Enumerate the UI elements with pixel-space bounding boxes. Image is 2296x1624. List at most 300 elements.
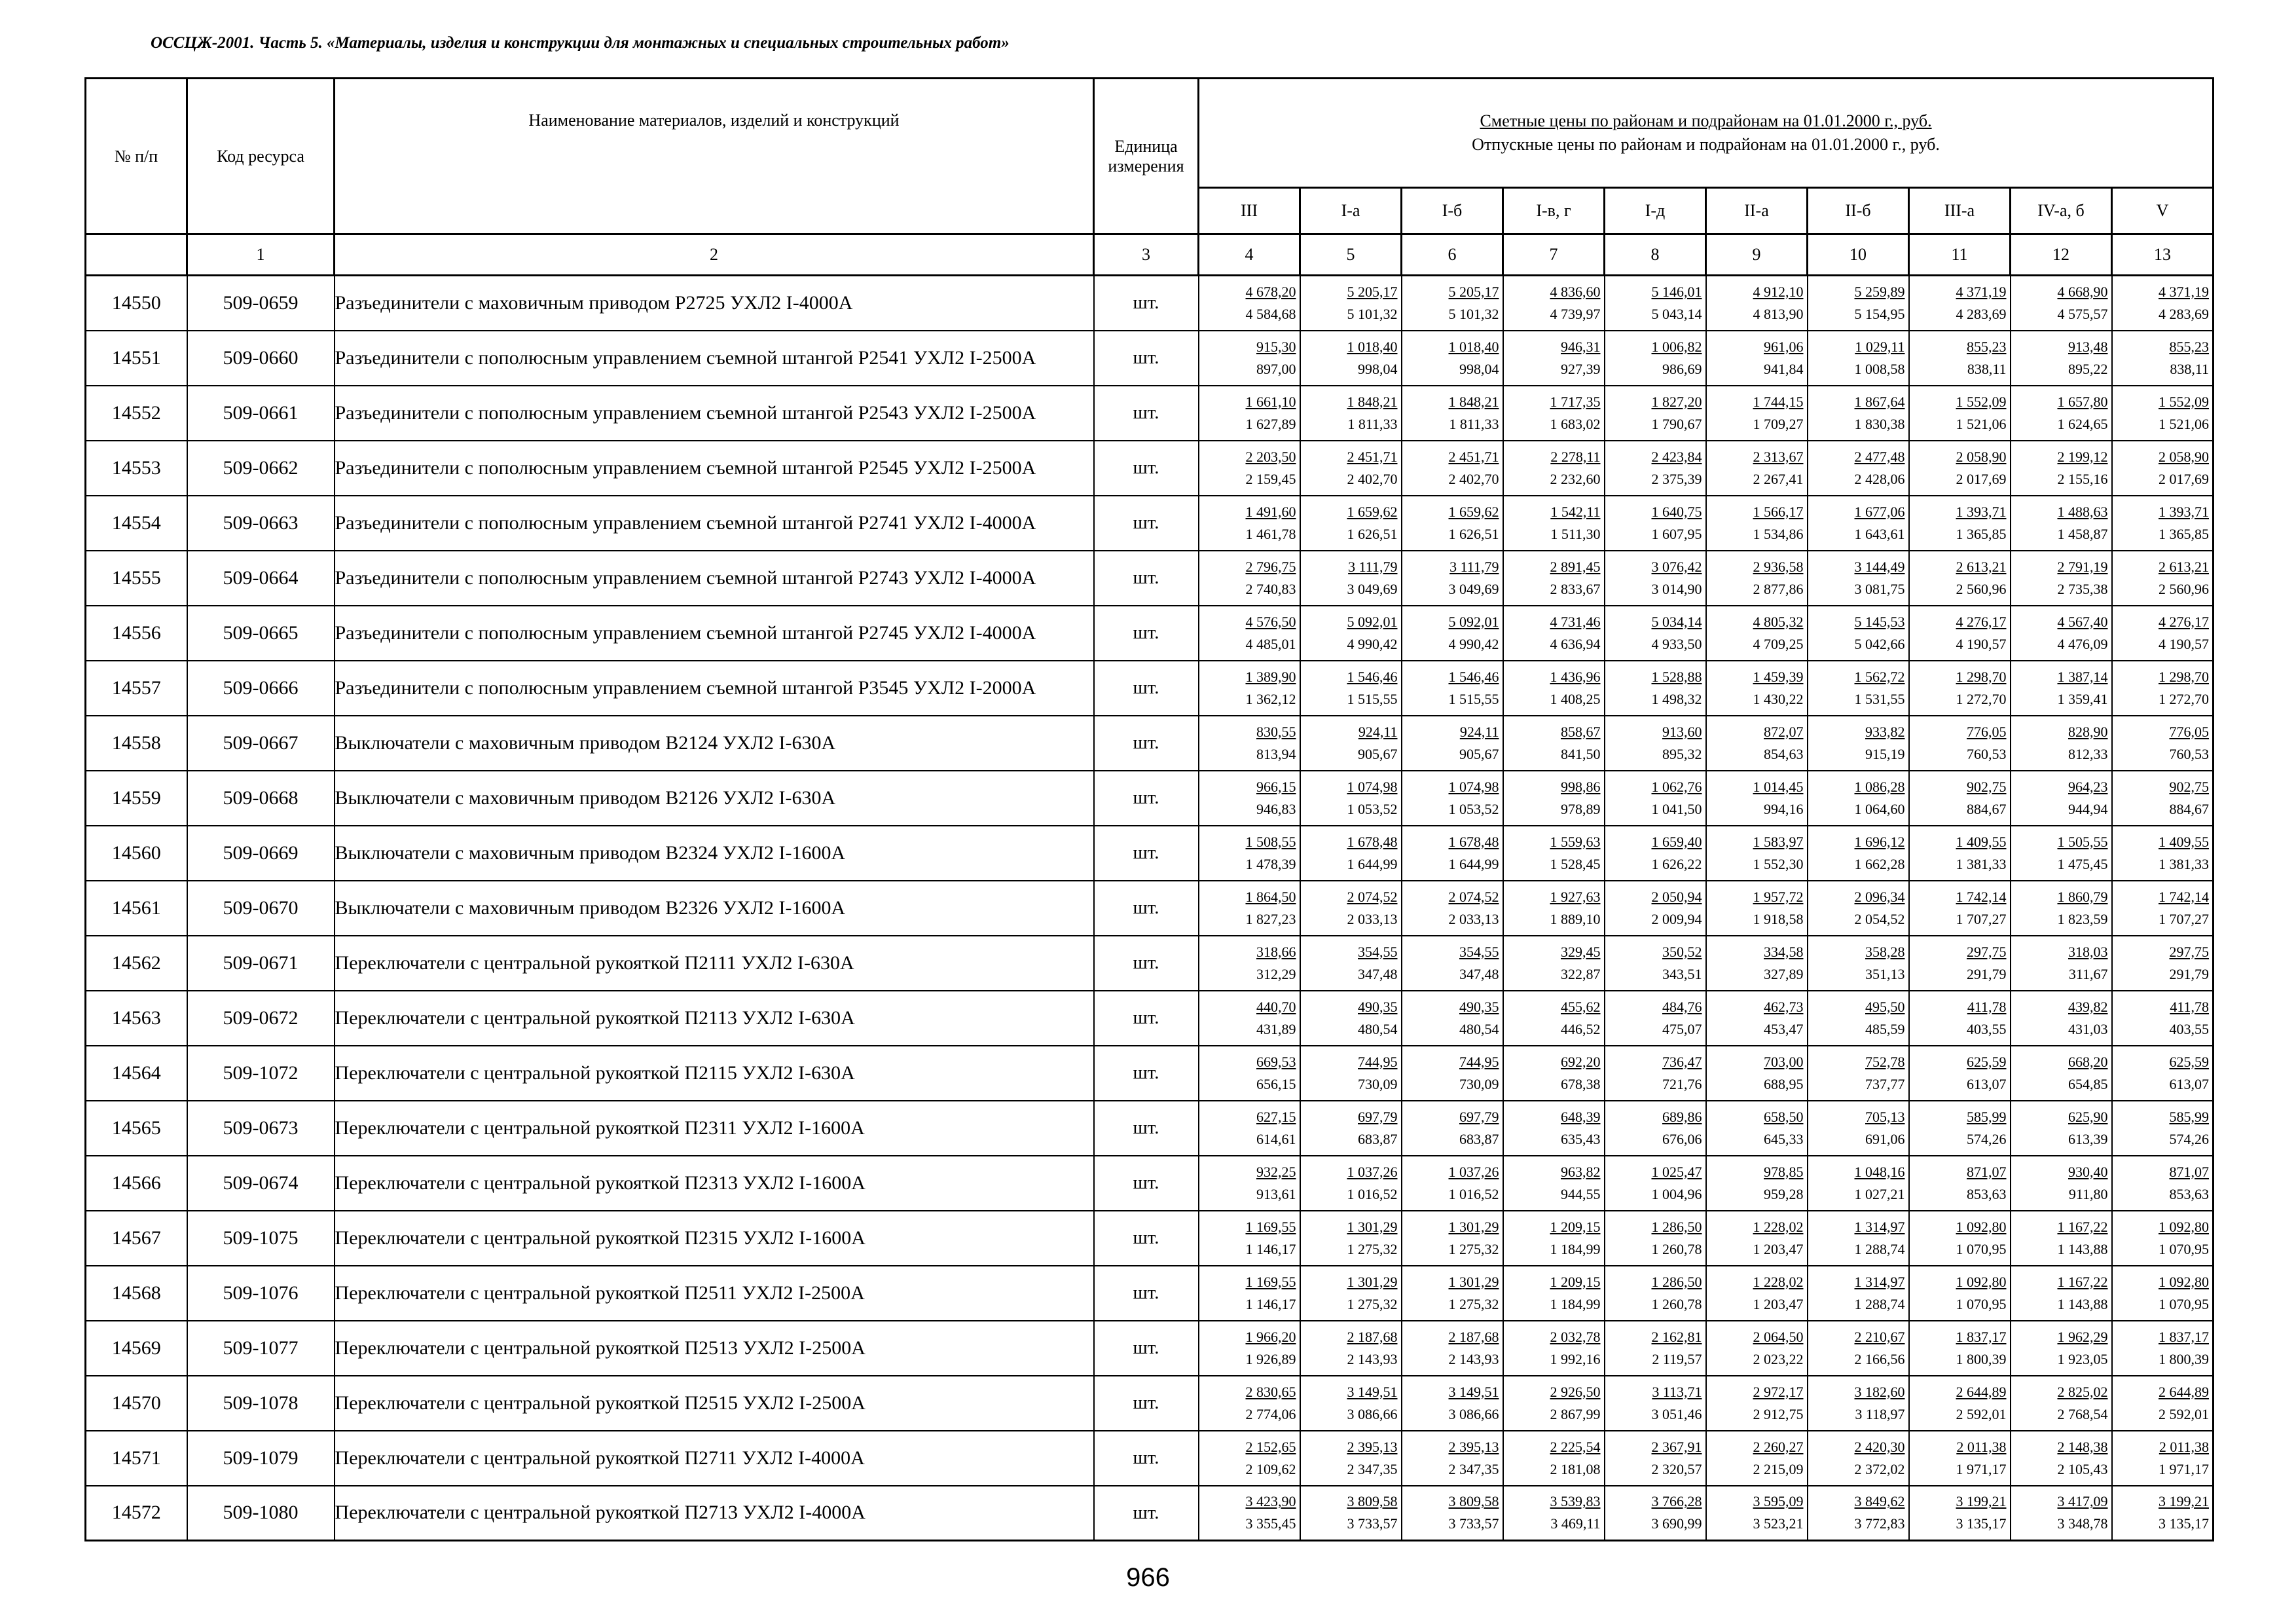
estimate-price: 1 867,64	[1854, 393, 1905, 410]
release-price: 1 184,99	[1550, 1240, 1601, 1257]
release-price: 3 733,57	[1347, 1515, 1398, 1532]
price-cell	[2011, 496, 2112, 551]
price-cell	[1808, 606, 1909, 661]
estimate-price: 350,52	[1662, 943, 1702, 960]
release-price: 1 016,52	[1347, 1185, 1398, 1202]
release-price: 946,83	[1256, 800, 1296, 817]
estimate-price: 963,82	[1561, 1163, 1601, 1180]
price-cell	[1300, 1321, 1402, 1376]
price-cell	[1909, 1211, 2011, 1266]
price-cell	[1503, 606, 1605, 661]
table-row	[86, 331, 2214, 386]
release-price: 2 143,93	[1448, 1350, 1499, 1367]
release-price: 5 042,66	[1854, 635, 1905, 652]
material-name: Переключатели с центральной рукояткой П2115 УХЛ2 I-630А	[335, 1046, 1094, 1101]
release-price: 635,43	[1561, 1130, 1601, 1147]
estimate-price: 1 074,98	[1347, 778, 1398, 795]
row-number: 14569	[86, 1321, 187, 1376]
row-number: 14551	[86, 331, 187, 386]
estimate-price: 318,66	[1256, 943, 1296, 960]
price-cell	[1909, 1046, 2011, 1101]
estimate-price: 1 436,96	[1550, 668, 1601, 685]
row-number: 14554	[86, 496, 187, 551]
estimate-price: 966,15	[1256, 778, 1296, 795]
price-cell	[2112, 276, 2214, 331]
price-cell	[1706, 1266, 1808, 1321]
release-price: 944,55	[1561, 1185, 1601, 1202]
price-cell	[1199, 936, 1300, 991]
material-name: Выключатели с маховичным приводом В2324 УХЛ2 I-1600А	[335, 826, 1094, 881]
estimate-price: 1 848,21	[1347, 393, 1398, 410]
unit-of-measure: шт.	[1094, 386, 1199, 441]
estimate-price: 689,86	[1662, 1108, 1702, 1125]
price-cell	[1199, 331, 1300, 386]
release-price: 813,94	[1256, 745, 1296, 762]
material-name: Разъединители с пополюсным управлением съемной штангой Р2541 УХЛ2 I-2500А	[335, 331, 1094, 386]
material-name: Разъединители с пополюсным управлением съемной штангой Р2545 УХЛ2 I-2500А	[335, 441, 1094, 496]
estimate-price: 872,07	[1764, 723, 1804, 740]
price-cell	[1503, 716, 1605, 771]
release-price: 2 877,86	[1753, 580, 1804, 597]
price-cell	[1808, 881, 1909, 936]
price-cell	[1909, 441, 2011, 496]
estimate-price: 625,59	[2169, 1053, 2210, 1070]
release-price: 1 644,99	[1347, 855, 1398, 872]
estimate-price: 4 668,90	[2057, 283, 2108, 300]
price-cell	[1706, 1321, 1808, 1376]
estimate-price: 2 187,68	[1448, 1328, 1499, 1345]
release-price: 1 515,55	[1448, 690, 1499, 707]
release-price: 1 707,27	[1956, 910, 2007, 927]
release-price: 480,54	[1358, 1020, 1398, 1037]
price-cell	[1706, 936, 1808, 991]
estimate-price: 4 836,60	[1550, 283, 1601, 300]
price-cell	[1808, 276, 1909, 331]
price-cell	[2011, 991, 2112, 1046]
estimate-price: 1 583,97	[1753, 833, 1804, 850]
release-price: 1 365,85	[2159, 525, 2210, 542]
release-price: 1 475,45	[2057, 855, 2108, 872]
release-price: 1 146,17	[1245, 1295, 1296, 1312]
estimate-price: 1 018,40	[1347, 338, 1398, 355]
estimate-price: 1 025,47	[1651, 1163, 1702, 1180]
price-cell	[2011, 1211, 2112, 1266]
resource-code: 509-1079	[187, 1431, 335, 1486]
estimate-price: 858,67	[1561, 723, 1601, 740]
estimate-price: 913,60	[1662, 723, 1702, 740]
price-cell	[1503, 1266, 1605, 1321]
estimate-price: 669,53	[1256, 1053, 1296, 1070]
release-price: 3 348,78	[2057, 1515, 2108, 1532]
price-cell	[1503, 496, 1605, 551]
price-cell	[1503, 771, 1605, 826]
table-row	[86, 936, 2214, 991]
estimate-price: 4 731,46	[1550, 613, 1601, 630]
price-cell	[1503, 1376, 1605, 1431]
price-cell	[1503, 1156, 1605, 1211]
price-cell	[1605, 496, 1706, 551]
release-price: 854,63	[1764, 745, 1804, 762]
price-cell	[1706, 276, 1808, 331]
release-price: 1 027,21	[1854, 1185, 1905, 1202]
release-price: 4 485,01	[1245, 635, 1296, 652]
price-cell	[1503, 1431, 1605, 1486]
estimate-price: 2 058,90	[2159, 448, 2210, 465]
estimate-price: 2 210,67	[1854, 1328, 1905, 1345]
estimate-price: 855,23	[2169, 338, 2210, 355]
release-price: 327,89	[1764, 965, 1804, 982]
price-cell	[1402, 606, 1503, 661]
estimate-price: 2 451,71	[1347, 448, 1398, 465]
estimate-price: 3 182,60	[1854, 1383, 1905, 1400]
estimate-price: 4 678,20	[1245, 283, 1296, 300]
release-price: 721,76	[1662, 1075, 1702, 1092]
release-price: 4 709,25	[1753, 635, 1804, 652]
material-name: Выключатели с маховичным приводом В2126 УХЛ2 I-630А	[335, 771, 1094, 826]
estimate-price: 1 301,29	[1448, 1218, 1499, 1235]
price-title-estimate: Сметные цены по районам и подрайонам на 01.01.2000 г., руб.	[1480, 111, 1932, 130]
estimate-price: 2 613,21	[2159, 558, 2210, 575]
release-price: 343,51	[1662, 965, 1702, 982]
release-price: 4 190,57	[1956, 635, 2007, 652]
estimate-price: 2 187,68	[1347, 1328, 1398, 1345]
price-cell	[2112, 881, 2214, 936]
release-price: 1 365,85	[1956, 525, 2007, 542]
price-cell	[1706, 661, 1808, 716]
price-cell	[1402, 1266, 1503, 1321]
table-row	[86, 1156, 2214, 1211]
estimate-price: 297,75	[1967, 943, 2007, 960]
estimate-price: 998,86	[1561, 778, 1601, 795]
estimate-price: 1 552,09	[1956, 393, 2007, 410]
unit-of-measure: шт.	[1094, 1211, 1199, 1266]
estimate-price: 1 677,06	[1854, 503, 1905, 520]
price-cell	[2011, 441, 2112, 496]
price-cell	[2112, 496, 2214, 551]
release-price: 2 009,94	[1651, 910, 1702, 927]
release-price: 1 070,95	[2159, 1295, 2210, 1312]
release-price: 838,11	[1967, 360, 2007, 377]
release-price: 2 833,67	[1550, 580, 1601, 597]
estimate-price: 490,35	[1459, 998, 1499, 1015]
table-row	[86, 606, 2214, 661]
estimate-price: 1 848,21	[1448, 393, 1499, 410]
release-price: 2 017,69	[2159, 470, 2210, 487]
release-price: 3 135,17	[2159, 1515, 2210, 1532]
estimate-price: 2 367,91	[1651, 1438, 1702, 1455]
price-cell	[1605, 1101, 1706, 1156]
release-price: 2 017,69	[1956, 470, 2007, 487]
release-price: 1 203,47	[1753, 1295, 1804, 1312]
release-price: 691,06	[1865, 1130, 1905, 1147]
price-cell	[2112, 716, 2214, 771]
row-number: 14552	[86, 386, 187, 441]
price-cell	[1909, 606, 2011, 661]
release-price: 1 644,99	[1448, 855, 1499, 872]
release-price: 2 166,56	[1854, 1350, 1905, 1367]
release-price: 2 592,01	[2159, 1405, 2210, 1422]
price-cell	[1909, 661, 2011, 716]
release-price: 1 408,25	[1550, 690, 1601, 707]
release-price: 911,80	[2068, 1185, 2108, 1202]
release-price: 1 811,33	[1449, 415, 1499, 432]
material-name: Выключатели с маховичным приводом В2124 УХЛ2 I-630А	[335, 716, 1094, 771]
release-price: 895,32	[1662, 745, 1702, 762]
material-name: Разъединители с пополюсным управлением съемной штангой Р2741 УХЛ2 I-4000А	[335, 496, 1094, 551]
price-cell	[1808, 551, 1909, 606]
estimate-price: 1 559,63	[1550, 833, 1601, 850]
unit-of-measure: шт.	[1094, 1376, 1199, 1431]
release-price: 574,26	[1967, 1130, 2007, 1147]
estimate-price: 776,05	[1967, 723, 2007, 740]
estimate-price: 932,25	[1256, 1163, 1296, 1180]
estimate-price: 354,55	[1358, 943, 1398, 960]
price-cell	[1300, 1156, 1402, 1211]
unit-of-measure: шт.	[1094, 331, 1199, 386]
estimate-price: 1 508,55	[1245, 833, 1296, 850]
release-price: 4 813,90	[1753, 305, 1804, 322]
release-price: 1 430,22	[1753, 690, 1804, 707]
release-price: 2 155,16	[2057, 470, 2108, 487]
estimate-price: 3 149,51	[1448, 1383, 1499, 1400]
price-cell	[1199, 1266, 1300, 1321]
resource-code: 509-0672	[187, 991, 335, 1046]
release-price: 2 232,60	[1550, 470, 1601, 487]
estimate-price: 455,62	[1561, 998, 1601, 1015]
release-price: 895,22	[2068, 360, 2108, 377]
price-cell	[1300, 771, 1402, 826]
price-cell	[1503, 1211, 1605, 1266]
price-cell	[1605, 1486, 1706, 1541]
estimate-price: 902,75	[2169, 778, 2210, 795]
estimate-price: 692,20	[1561, 1053, 1601, 1070]
release-price: 322,87	[1561, 965, 1601, 982]
estimate-price: 855,23	[1967, 338, 2007, 355]
price-cell	[1300, 1376, 1402, 1431]
price-cell	[1605, 331, 1706, 386]
estimate-price: 1 092,80	[1956, 1218, 2007, 1235]
estimate-price: 411,78	[2170, 998, 2210, 1015]
estimate-price: 3 417,09	[2057, 1493, 2108, 1510]
resource-code: 509-0661	[187, 386, 335, 441]
release-price: 2 735,38	[2057, 580, 2108, 597]
estimate-price: 5 259,89	[1854, 283, 1905, 300]
estimate-price: 736,47	[1662, 1053, 1702, 1070]
release-price: 311,67	[2068, 965, 2108, 982]
estimate-price: 3 539,83	[1550, 1493, 1601, 1510]
price-cell	[1402, 1101, 1503, 1156]
table-row	[86, 276, 2214, 331]
release-price: 959,28	[1764, 1185, 1804, 1202]
price-cell	[1300, 386, 1402, 441]
price-cell	[1808, 1321, 1909, 1376]
estimate-price: 2 050,94	[1651, 888, 1702, 905]
column-number: 10	[1808, 234, 1909, 276]
release-price: 3 733,57	[1448, 1515, 1499, 1532]
release-price: 2 023,22	[1753, 1350, 1804, 1367]
release-price: 1 260,78	[1651, 1295, 1702, 1312]
estimate-price: 2 926,50	[1550, 1383, 1601, 1400]
release-price: 2 372,02	[1854, 1460, 1905, 1477]
row-number: 14564	[86, 1046, 187, 1101]
column-number: 4	[1199, 234, 1300, 276]
estimate-price: 2 972,17	[1753, 1383, 1804, 1400]
estimate-price: 946,31	[1561, 338, 1601, 355]
estimate-price: 3 144,49	[1854, 558, 1905, 575]
material-name: Переключатели с центральной рукояткой П2313 УХЛ2 I-1600А	[335, 1156, 1094, 1211]
price-cell	[1909, 1101, 2011, 1156]
material-name: Переключатели с центральной рукояткой П2111 УХЛ2 I-630А	[335, 936, 1094, 991]
estimate-price: 1 837,17	[2159, 1328, 2210, 1345]
unit-of-measure: шт.	[1094, 1156, 1199, 1211]
estimate-price: 3 849,62	[1854, 1493, 1905, 1510]
estimate-price: 1 074,98	[1448, 778, 1499, 795]
price-cell	[2011, 386, 2112, 441]
estimate-price: 1 742,14	[2159, 888, 2210, 905]
row-number: 14550	[86, 276, 187, 331]
price-cell	[2112, 826, 2214, 881]
release-price: 927,39	[1561, 360, 1601, 377]
estimate-price: 1 393,71	[1956, 503, 2007, 520]
row-number: 14557	[86, 661, 187, 716]
estimate-price: 484,76	[1662, 998, 1702, 1015]
release-price: 1 064,60	[1854, 800, 1905, 817]
price-cell	[1402, 276, 1503, 331]
estimate-price: 625,90	[2068, 1108, 2108, 1125]
estimate-price: 2 477,48	[1854, 448, 1905, 465]
estimate-price: 3 423,90	[1245, 1493, 1296, 1510]
table-body	[86, 276, 2214, 1541]
zone-header: I-в, г	[1503, 188, 1605, 234]
release-price: 613,07	[1967, 1075, 2007, 1092]
estimate-price: 668,20	[2068, 1053, 2108, 1070]
estimate-price: 3 111,79	[1449, 558, 1499, 575]
price-cell	[1199, 1321, 1300, 1376]
price-cell	[2112, 386, 2214, 441]
release-price: 3 049,69	[1347, 580, 1398, 597]
release-price: 1 008,58	[1854, 360, 1905, 377]
release-price: 978,89	[1561, 800, 1601, 817]
release-price: 613,07	[2169, 1075, 2210, 1092]
price-title-release: Отпускные цены по районам и подрайонам на 01.01.2000 г., руб.	[1472, 135, 1940, 154]
release-price: 838,11	[2170, 360, 2210, 377]
release-price: 1 992,16	[1550, 1350, 1601, 1367]
estimate-price: 439,82	[2068, 998, 2108, 1015]
price-cell	[1199, 1156, 1300, 1211]
price-table	[84, 77, 2214, 1541]
estimate-price: 3 809,58	[1448, 1493, 1499, 1510]
price-cell	[1503, 936, 1605, 991]
column-number: 1	[187, 234, 335, 276]
row-number: 14570	[86, 1376, 187, 1431]
release-price: 1 362,12	[1245, 690, 1296, 707]
release-price: 3 135,17	[1956, 1515, 2007, 1532]
price-cell	[1706, 881, 1808, 936]
release-price: 4 190,57	[2159, 635, 2210, 652]
release-price: 431,03	[2068, 1020, 2108, 1037]
release-price: 1 053,52	[1448, 800, 1499, 817]
release-price: 1 515,55	[1347, 690, 1398, 707]
estimate-price: 4 576,50	[1245, 613, 1296, 630]
estimate-price: 913,48	[2068, 338, 2108, 355]
price-cell	[1808, 1156, 1909, 1211]
release-price: 998,04	[1358, 360, 1398, 377]
release-price: 1 534,86	[1753, 525, 1804, 542]
estimate-price: 4 371,19	[2159, 283, 2210, 300]
row-number: 14560	[86, 826, 187, 881]
release-price: 1 552,30	[1753, 855, 1804, 872]
resource-code: 509-0663	[187, 496, 335, 551]
price-cell	[1402, 1211, 1503, 1266]
release-price: 1 627,89	[1245, 415, 1296, 432]
row-number: 14563	[86, 991, 187, 1046]
estimate-price: 2 148,38	[2057, 1438, 2108, 1455]
price-cell	[1199, 496, 1300, 551]
estimate-price: 1 459,39	[1753, 668, 1804, 685]
estimate-price: 924,11	[1358, 723, 1398, 740]
release-price: 1 800,39	[2159, 1350, 2210, 1367]
estimate-price: 1 029,11	[1855, 338, 1905, 355]
release-price: 1 272,70	[1956, 690, 2007, 707]
column-number: 12	[2011, 234, 2112, 276]
price-cell	[2011, 1486, 2112, 1541]
estimate-price: 4 371,19	[1956, 283, 2007, 300]
material-name: Переключатели с центральной рукояткой П2511 УХЛ2 I-2500А	[335, 1266, 1094, 1321]
resource-code: 509-1080	[187, 1486, 335, 1541]
estimate-price: 585,99	[2169, 1108, 2210, 1125]
release-price: 1 359,41	[2057, 690, 2108, 707]
price-cell	[1503, 1101, 1605, 1156]
release-price: 613,39	[2068, 1130, 2108, 1147]
row-number: 14565	[86, 1101, 187, 1156]
column-number: 8	[1605, 234, 1706, 276]
price-cell	[1503, 1486, 1605, 1541]
price-cell	[1909, 276, 2011, 331]
row-number: 14566	[86, 1156, 187, 1211]
estimate-price: 1 546,46	[1448, 668, 1499, 685]
price-cell	[2011, 716, 2112, 771]
release-price: 3 690,99	[1651, 1515, 1702, 1532]
price-cell	[1199, 661, 1300, 716]
release-price: 574,26	[2169, 1130, 2210, 1147]
estimate-price: 1 505,55	[2057, 833, 2108, 850]
zone-header: III	[1199, 188, 1300, 234]
estimate-price: 1 389,90	[1245, 668, 1296, 685]
price-cell	[1605, 1211, 1706, 1266]
price-cell	[2011, 1431, 2112, 1486]
estimate-price: 3 595,09	[1753, 1493, 1804, 1510]
estimate-price: 5 092,01	[1347, 613, 1398, 630]
release-price: 683,87	[1358, 1130, 1398, 1147]
release-price: 3 086,66	[1347, 1405, 1398, 1422]
price-cell	[1605, 441, 1706, 496]
price-cell	[2112, 331, 2214, 386]
release-price: 1 041,50	[1651, 800, 1702, 817]
estimate-price: 1 657,80	[2057, 393, 2108, 410]
release-price: 3 355,45	[1245, 1515, 1296, 1532]
estimate-price: 1 640,75	[1651, 503, 1702, 520]
estimate-price: 658,50	[1764, 1108, 1804, 1125]
price-cell	[1503, 276, 1605, 331]
release-price: 884,67	[1967, 800, 2007, 817]
estimate-price: 3 111,79	[1348, 558, 1398, 575]
estimate-price: 2 225,54	[1550, 1438, 1601, 1455]
release-price: 4 990,42	[1448, 635, 1499, 652]
resource-code: 509-0666	[187, 661, 335, 716]
release-price: 884,67	[2169, 800, 2210, 817]
price-cell	[1605, 606, 1706, 661]
estimate-price: 1 962,29	[2057, 1328, 2108, 1345]
